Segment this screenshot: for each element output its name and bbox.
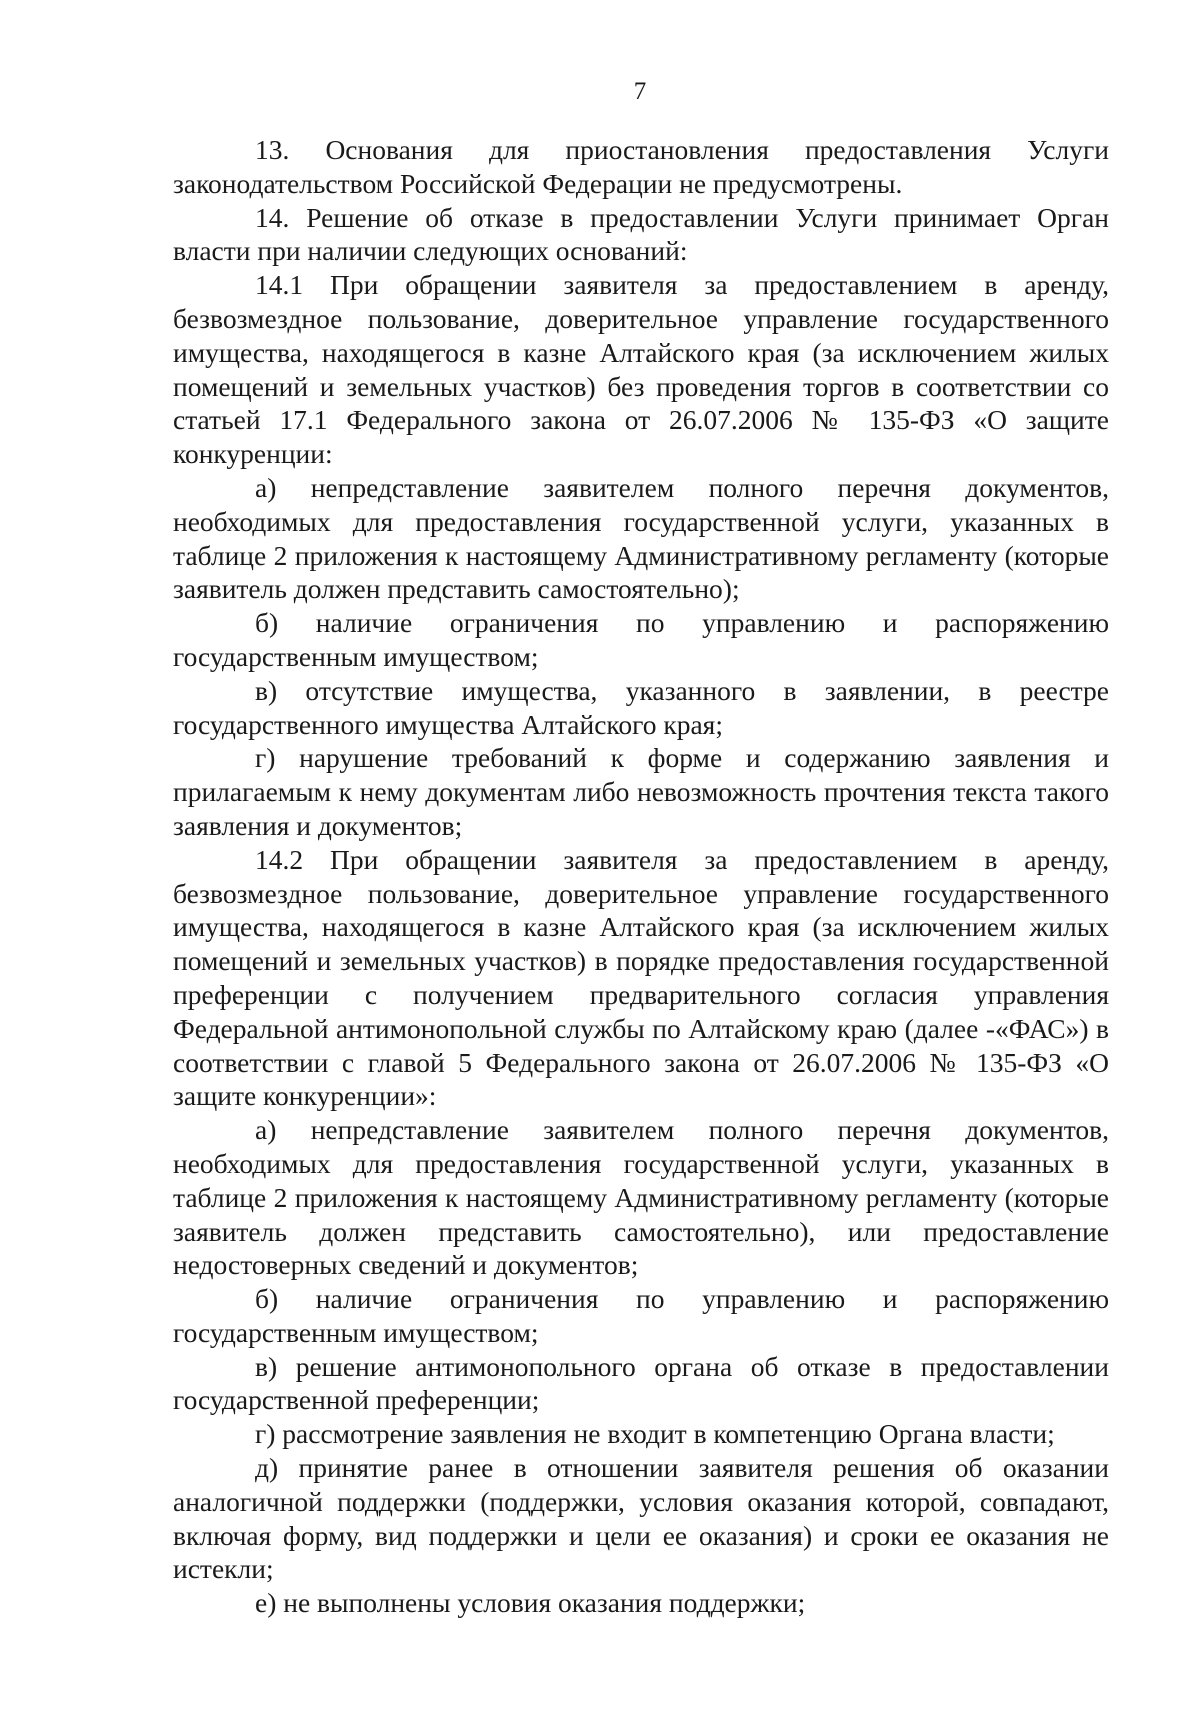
paragraph-14-2-d: д) принятие ранее в отношении заявителя решения об оказании аналогичной поддержки (поддержки, условия оказания которой, совпадают, включая форму, вид поддержки и цели ее оказания) и сроки ее оказания не истекли; <box>173 1452 1109 1585</box>
paragraph-14-1-b: б) наличие ограничения по управлению и распоряжению государственным имуществом; <box>173 607 1109 672</box>
paragraph-14-1-a: а) непредставление заявителем полного перечня документов, необходимых для предоставления государственной услуги, указанных в таблице 2 приложения к настоящему Административному регламенту (которые заявитель должен представить самостоятельно); <box>173 471 1109 605</box>
document-body <box>173 133 1109 1620</box>
paragraph-14-2-e: е) не выполнены условия оказания поддержки; <box>255 1587 806 1619</box>
paragraph-14-2-a: а) непредставление заявителем полного перечня документов, необходимых для предоставления государственной услуги, указанных в таблице 2 приложения к настоящему Административному регламенту (которые заявитель должен представить самостоятельно), или предоставление недостоверных сведений и документов; <box>173 1114 1109 1281</box>
paragraph-13: 13. Основания для приостановления предоставления Услуги законодательством Российской Федерации не предусмотрены. <box>173 134 1109 199</box>
paragraph-14-2-v: в) решение антимонопольного органа об отказе в предоставлении государственной преференции; <box>173 1350 1109 1416</box>
paragraph-14: 14. Решение об отказе в предоставлении Услуги принимает Орган власти при наличии следующих оснований: <box>173 201 1109 267</box>
paragraph-14-1: 14.1 При обращении заявителя за предоставлением в аренду, безвозмездное пользование, доверительное управление государственного имущества, находящегося в казне Алтайского края (за исключением жилых помещений и земельных участков) без проведения торгов в соответствии со статьей 17.1 Федерального закона от 26.07.2006 № 135-ФЗ «О защите конкуренции: <box>173 269 1109 470</box>
page-number: 7 <box>633 78 647 105</box>
paragraph-14-2-g: г) рассмотрение заявления не входит в компетенцию Органа власти; <box>255 1418 1055 1450</box>
paragraph-14-2: 14.2 При обращении заявителя за предоставлением в аренду, безвозмездное пользование, доверительное управление государственного имущества, находящегося в казне Алтайского края (за исключением жилых помещений и земельных участков) в порядке предоставления государственной преференции с получением предварительного согласия управления Федеральной антимонопольной службы по Алтайскому краю (далее -«ФАС») в соответствии с главой 5 Федерального закона от 26.07.2006 № 135-ФЗ «О защите конкуренции»: <box>173 843 1109 1112</box>
paragraph-14-1-v: в) отсутствие имущества, указанного в заявлении, в реестре государственного имущества Алтайского края; <box>173 674 1109 740</box>
paragraph-14-1-g: г) нарушение требований к форме и содержанию заявления и прилагаемым к нему документам либо невозможность прочтения текста такого заявления и документов; <box>173 742 1109 841</box>
paragraph-14-2-b: б) наличие ограничения по управлению и распоряжению государственным имуществом; <box>173 1283 1109 1348</box>
